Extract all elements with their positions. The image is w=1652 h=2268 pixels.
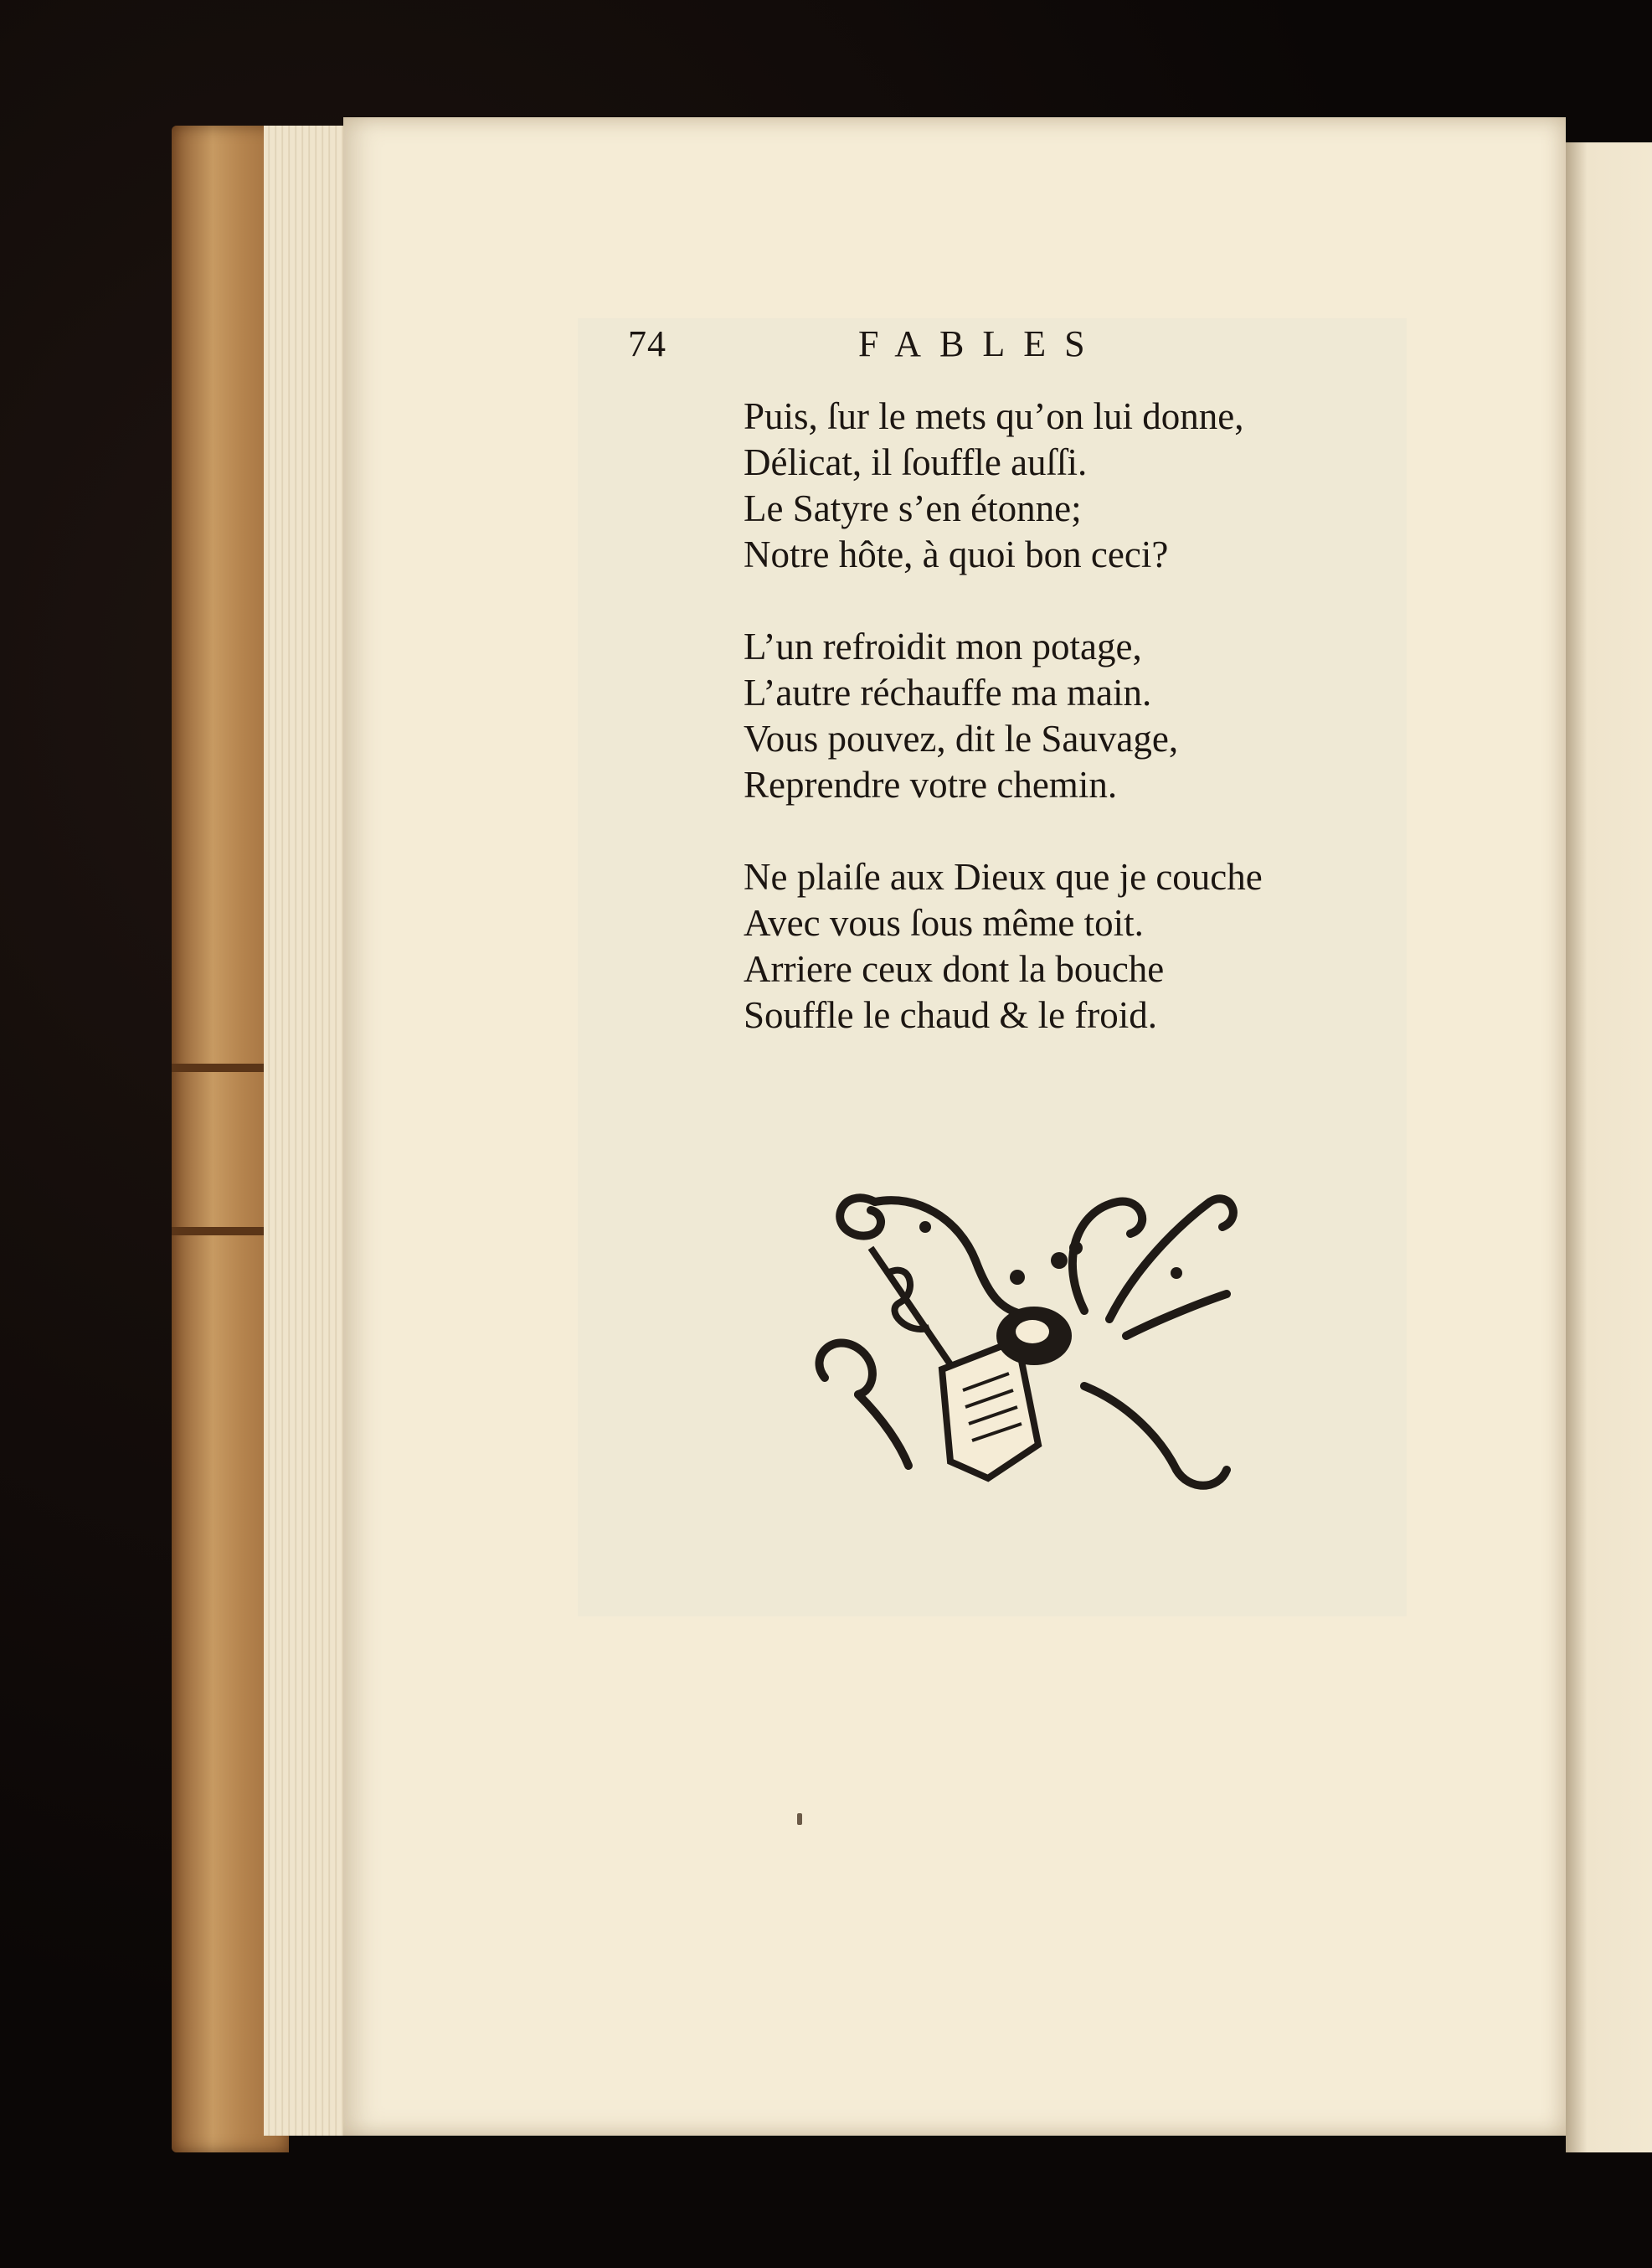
stanza-2 <box>744 624 1413 808</box>
verse-line: L’un refroidit mon potage, <box>744 626 1142 668</box>
verse-line: Délicat, il ſouffle auſſi. <box>744 441 1088 483</box>
verse-line: Notre hôte, à quoi bon ceci? <box>744 533 1169 575</box>
stanza-3 <box>744 854 1413 1039</box>
verse-line: Avec vous ſous même toit. <box>744 902 1144 944</box>
verse-line: Puis, ſur le mets qu’on lui donne, <box>744 395 1244 437</box>
poem <box>744 394 1413 1085</box>
page-edges <box>264 126 343 2136</box>
verse-line: Ne plaiſe aux Dieux que je couche <box>744 856 1263 898</box>
section-title: FABLES <box>858 323 1104 364</box>
page-mark <box>797 1813 802 1825</box>
running-head <box>628 322 1298 381</box>
page-number: 74 <box>628 323 666 364</box>
stanza-1 <box>744 394 1413 578</box>
facing-page-edge <box>1566 142 1652 2152</box>
verse-line: Reprendre votre chemin. <box>744 764 1118 806</box>
verse-line: Le Satyre s’en étonne; <box>744 487 1082 529</box>
verse-line: Vous pouvez, dit le Sauvage, <box>744 718 1179 760</box>
rococo-acanthus-vignette-icon <box>808 1168 1243 1503</box>
verse-line: Souffle le chaud & le froid. <box>744 994 1158 1036</box>
verse-line: L’autre réchauffe ma main. <box>744 672 1152 714</box>
verse-line: Arriere ceux dont la bouche <box>744 948 1165 990</box>
